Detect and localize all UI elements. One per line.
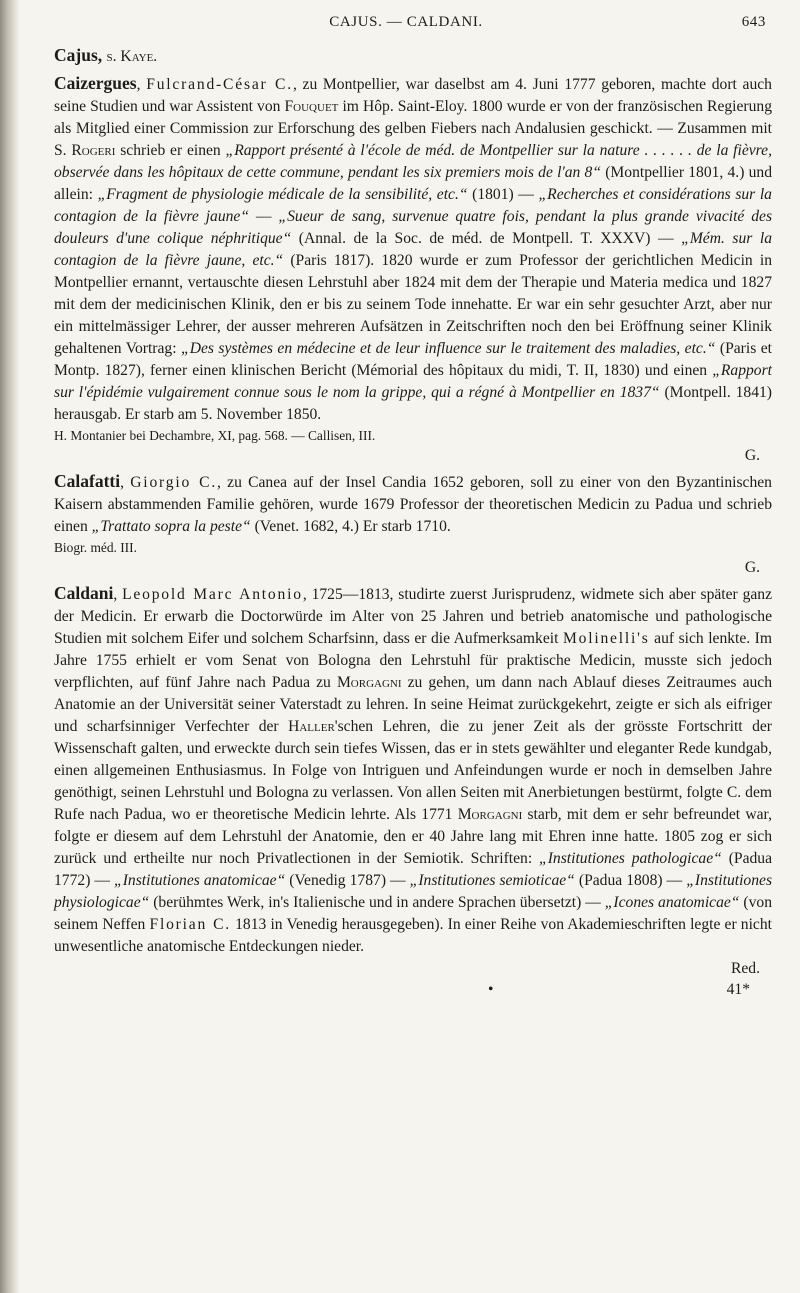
person-name: Molinelli's: [562, 630, 650, 647]
entry-text-run: im Hôp. Saint-Eloy. 1800 wurde er von der französischen Regierung als Mitglied einer Commission zur Erforschung des gelben Fiebers nach Andalusien geschickt. — Zusammen mit S.: [54, 98, 772, 159]
work-title: „Des systèmes en médecine et de leur influence sur le traitement des maladies, etc.“: [181, 340, 716, 357]
work-title: „Institutiones anatomicae“: [114, 872, 286, 889]
entry-text-run: —: [249, 208, 279, 225]
cross-reference: s. Kaye.: [106, 48, 158, 65]
entry-text-run: (Venet. 1682, 4.) Er starb 1710.: [250, 518, 451, 535]
work-title: „Institutiones semioticae“: [409, 872, 575, 889]
entry-text-run: , 1725—1813, studirte zuerst Jurisprudenz, widmete sich aber später ganz der Medicin. Er erwarb die Doctorwürde im Alter von 25 Jahren und betrieb anatomische und pathologische Studien mit solchem Eifer und solchem Scharfsinn, dass er die Aufmerksamkeit: [54, 586, 773, 647]
entry-headword: Cajus: [54, 45, 98, 65]
entry-text-run: (Padua 1808) —: [574, 872, 687, 889]
work-title: „Institutiones physiologicae“: [54, 872, 773, 911]
person-name: Rogeri: [71, 142, 116, 159]
entry-headword: Caizergues: [54, 73, 137, 93]
dictionary-page: [22, 0, 778, 1293]
entry-text-run: (1801) —: [467, 186, 539, 203]
person-name: Morgagni: [457, 806, 523, 823]
entry-text-run: (Paris et Montp. 1827), ferner einen klinischen Bericht (Mémorial des hôpitaux du midi, T. II, 1830) und einen: [54, 340, 772, 379]
page-body: [54, 44, 772, 1001]
entry-headword: Calafatti: [54, 471, 121, 491]
entry-given-names: Leopold Marc Antonio: [122, 586, 303, 603]
work-title: „Sueur de sang, survenue quatre fois, pendant la plus grande vivacité des douleurs d'une colique néphritique“: [54, 208, 773, 247]
entry-text: Caizergues, Fulcrand-César C., zu Montpellier, war daselbst am 4. Juni 1777 geboren, machte dort auch seine Studien und war Assistent von Fouquet im Hôp. Saint-Eloy. 1800 wurde er von der französischen Regierung als Mitglied einer Commission zur Erforschung des gelben Fiebers nach Andalusien geschickt. — Zusammen mit S. Rogeri schrieb er einen „Rapport présenté à l'école de méd. de Montpellier sur la nature . . . . . . de la fièvre, observée dans les hôpitaux de cette commune, pendant les six premiers mois de l'an 8“ (Montpellier 1801, 4.) und allein: „Fragment de physiologie médicale de la sensibilité, etc.“ (1801) — „Recherches et considérations sur la contagion de la fièvre jaune“ — „Sueur de sang, survenue quatre fois, pendant la plus grande vivacité des douleurs d'une colique néphritique“ (Annal. de la Soc. de méd. de Montpell. T. XXXV) — „Mém. sur la contagion de la fièvre jaune, etc.“ (Paris 1817). 1820 wurde er zum Professor der gerichtlichen Medicin in Montpellier ernannt, vertauschte diesen Lehrstuhl aber 1824 mit dem der Therapie und Materia medica und 1827 mit dem der medicinischen Klinik, den er bis zu seinem Tode innehatte. Er war ein sehr gesuchter Arzt, aber nur ein mittelmässiger Lehrer, der ausser mehreren Aufsätzen in Zeitschriften noch den bei Eröffnung seiner Klinik gehaltenen Vortrag: „Des systèmes en médecine et de leur influence sur le traitement des maladies, etc.“ (Paris et Montp. 1827), ferner einen klinischen Bericht (Mémorial des hôpitaux du midi, T. II, 1830) und einen „Rapport sur l'épidémie vulgairement connue sous le nom la grippe, qui a régné à Montpellier en 1837“ (Montpell. 1841) herausgab. Er starb am 5. November 1850.: [54, 73, 773, 423]
entry-text-run: (Venedig 1787) —: [285, 872, 410, 889]
running-header: [46, 14, 766, 38]
entry-text: Calafatti, Giorgio C., zu Canea auf der Insel Candia 1652 geboren, soll zu einer von den Byzantinischen Kaisern abstammenden Familie gehören, wurde 1679 Professor der theoretischen Medicin zu Padua und schrieb einen „Trattato sopra la peste“ (Venet. 1682, 4.) Er starb 1710.: [54, 471, 772, 535]
work-title: „Recherches et considérations sur la contagion de la fièvre jaune“: [54, 186, 772, 225]
entry-text-run: (Montpell. 1841) herausgab. Er starb am 5. November 1850.: [54, 384, 772, 423]
author-signature: G.: [744, 447, 760, 464]
person-name: Morgagni: [336, 674, 402, 691]
entry-headword: Caldani: [54, 583, 114, 603]
entry-caldani: [54, 582, 772, 979]
entry-text-run: (berühmtes Werk, in's Italienische und in andere Sprachen übersetzt) —: [149, 894, 605, 911]
work-title: „Rapport sur l'épidémie vulgairement connue sous le nom la grippe, qui a régné à Montpellier en 1837“: [54, 362, 772, 401]
signature-mark: 41*: [726, 981, 750, 998]
entry-text-run: (Annal. de la Soc. de méd. de Montpell. T. XXXV) —: [291, 230, 682, 247]
person-name: Fouquet: [284, 98, 339, 115]
running-title: CAJUS. — CALDANI.: [329, 14, 483, 30]
work-title: „Rapport présenté à l'école de méd. de Montpellier sur la nature . . . . . . de la fièvre, observée dans les hôpitaux de cette commune, pendant les six premiers mois de l'an 8“: [54, 142, 772, 181]
work-title: „Fragment de physiologie médicale de la sensibilité, etc.“: [97, 186, 468, 203]
work-title: „Icones anatomicae“: [604, 894, 740, 911]
entry-text-run: starb, mit dem er sehr befreundet war, folgte er diesem auf dem Lehrstuhl der Anatomie, den er 40 Jahre lang mit Ehren inne hatte. 1805 zog er sich zurück und ertheilte nur noch Privatlectionen in der Semiotik. Schriften:: [54, 806, 772, 867]
bullet-mark: •: [488, 981, 494, 998]
entry-calafatti: [54, 470, 772, 578]
entry-text-run: (von seinem Neffen: [54, 894, 772, 933]
author-signature: Red.: [730, 960, 760, 977]
work-title: „Institutiones pathologicae“: [539, 850, 722, 867]
work-title: „Mém. sur la contagion de la fièvre jaune, etc.“: [54, 230, 772, 269]
book-binding-shadow: [0, 0, 20, 1293]
entry-text-run: 1813 in Venedig herausgegeben). In einer Reihe von Akademieschriften legte er nicht unwesentliche anatomische Entdeckungen nieder.: [54, 916, 772, 955]
entry-text-run: (Padua 1772) —: [54, 850, 773, 889]
entry-sources: Biogr. méd. III.: [54, 540, 137, 555]
person-name: Haller: [288, 718, 335, 735]
entry-cajus: Cajus, s. Kaye.: [54, 45, 158, 65]
entry-text-run: schrieb er einen: [115, 142, 226, 159]
page-number: 643: [741, 14, 766, 30]
entry-text-run: auf sich lenkte. Im Jahre 1755 erhielt er vom Senat von Bologna den Lehrstuhl für praktische Medicin, musste sich jedoch verpflichten, auf fünf Jahre nach Padua zu: [54, 630, 773, 691]
entry-text-run: zu gehen, um dann nach Ablauf dieses Zeitraumes auch Anatomie an der Universität seiner Vaterstadt zu lehren. In seine Heimat zurückgekehrt, zeigte er sich als eifriger und scharfsinniger Verfechter der: [54, 674, 772, 735]
entry-text-run: , zu Canea auf der Insel Candia 1652 geboren, soll zu einer von den Byzantinischen Kaisern abstammenden Familie gehören, wurde 1679 Professor der theoretischen Medicin zu Padua und schrieb einen: [54, 474, 772, 535]
entry-given-names: Giorgio C.: [130, 474, 218, 491]
person-name: Florian C.: [149, 916, 231, 933]
entry-sources: H. Montanier bei Dechambre, XI, pag. 568. — Callisen, III.: [54, 428, 376, 443]
entry-text-run: 'schen Lehren, die zu jener Zeit als der grösste Fortschritt der Wissenschaft galten, und erweckte durch sein tiefes Wissen, das er in stets gewählter und eleganter Rede kundgab, einen allgemeinen Enthusiasmus. In Folge von Intriguen und Anfeindungen wurde er noch in demselben Jahre genöthigt, seinen Lehrstuhl und Bologna zu verlassen. Von allen Seiten mit Anerbietungen bestürmt, folgte C. dem Rufe nach Padua, wo er theoretische Medicin lehrte. Als 1771: [54, 718, 772, 823]
work-title: „Trattato sopra la peste“: [91, 518, 251, 535]
entry-text-run: , zu Montpellier, war daselbst am 4. Juni 1777 geboren, machte dort auch seine Studien und war Assistent von: [54, 76, 772, 115]
entry-text: Caldani, Leopold Marc Antonio, 1725—1813, studirte zuerst Jurisprudenz, widmete sich aber später ganz der Medicin. Er erwarb die Doctorwürde im Alter von 25 Jahren und betrieb anatomische und pathologische Studien mit solchem Eifer und solchem Scharfsinn, dass er die Aufmerksamkeit Molinelli's auf sich lenkte. Im Jahre 1755 erhielt er vom Senat von Bologna den Lehrstuhl für praktische Medicin, musste sich jedoch verpflichten, auf fünf Jahre nach Padua zu Morgagni zu gehen, um dann nach Ablauf dieses Zeitraumes auch Anatomie an der Universität seiner Vaterstadt zu lehren. In seine Heimat zurückgekehrt, zeigte er sich als eifriger und scharfsinniger Verfechter der Haller'schen Lehren, die zu jener Zeit als der grösste Fortschritt der Wissenschaft galten, und erweckte durch sein tiefes Wissen, das er in stets gewählter und eleganter Rede kundgab, einen allgemeinen Enthusiasmus. In Folge von Intriguen und Anfeindungen wurde er noch in demselben Jahre genöthigt, seinen Lehrstuhl und Bologna zu verlassen. Von allen Seiten mit Anerbietungen bestürmt, folgte C. dem Rufe nach Padua, wo er theoretische Medicin lehrte. Als 1771 Morgagni starb, mit dem er sehr befreundet war, folgte er diesem auf dem Lehrstuhl der Anatomie, den er 40 Jahre lang mit Ehren inne hatte. 1805 zog er sich zurück und ertheilte nur noch Privatlectionen in der Semiotik. Schriften: „Institutiones pathologicae“ (Padua 1772) — „Institutiones anatomicae“ (Venedig 1787) — „Institutiones semioticae“ (Padua 1808) — „Institutiones physiologicae“ (berühmtes Werk, in's Italienische und in andere Sprachen übersetzt) — „Icones anatomicae“ (von seinem Neffen Florian C. 1813 in Venedig herausgegeben). In einer Reihe von Akademieschriften legte er nicht unwesentliche anatomische Entdeckungen nieder.: [54, 583, 773, 955]
entry-given-names: Fulcrand-César C.: [146, 76, 293, 93]
entry-text-run: (Paris 1817). 1820 wurde er zum Professor der gerichtlichen Medicin in Montpellier ernannt, vertauschte diesen Lehrstuhl aber 1824 mit dem der Therapie und Materia medica und 1827 mit dem der medicinischen Klinik, den er bis zu seinem Tode innehatte. Er war ein sehr gesuchter Arzt, aber nur ein mittelmässiger Lehrer, der ausser mehreren Aufsätzen in Zeitschriften noch den bei Eröffnung seiner Klinik gehaltenen Vortrag:: [54, 252, 772, 357]
sheet-signature: [54, 979, 772, 1001]
entry-caizergues: [54, 72, 772, 466]
author-signature: G.: [744, 559, 760, 576]
entry-text-run: (Montpellier 1801, 4.) und allein:: [54, 164, 772, 203]
